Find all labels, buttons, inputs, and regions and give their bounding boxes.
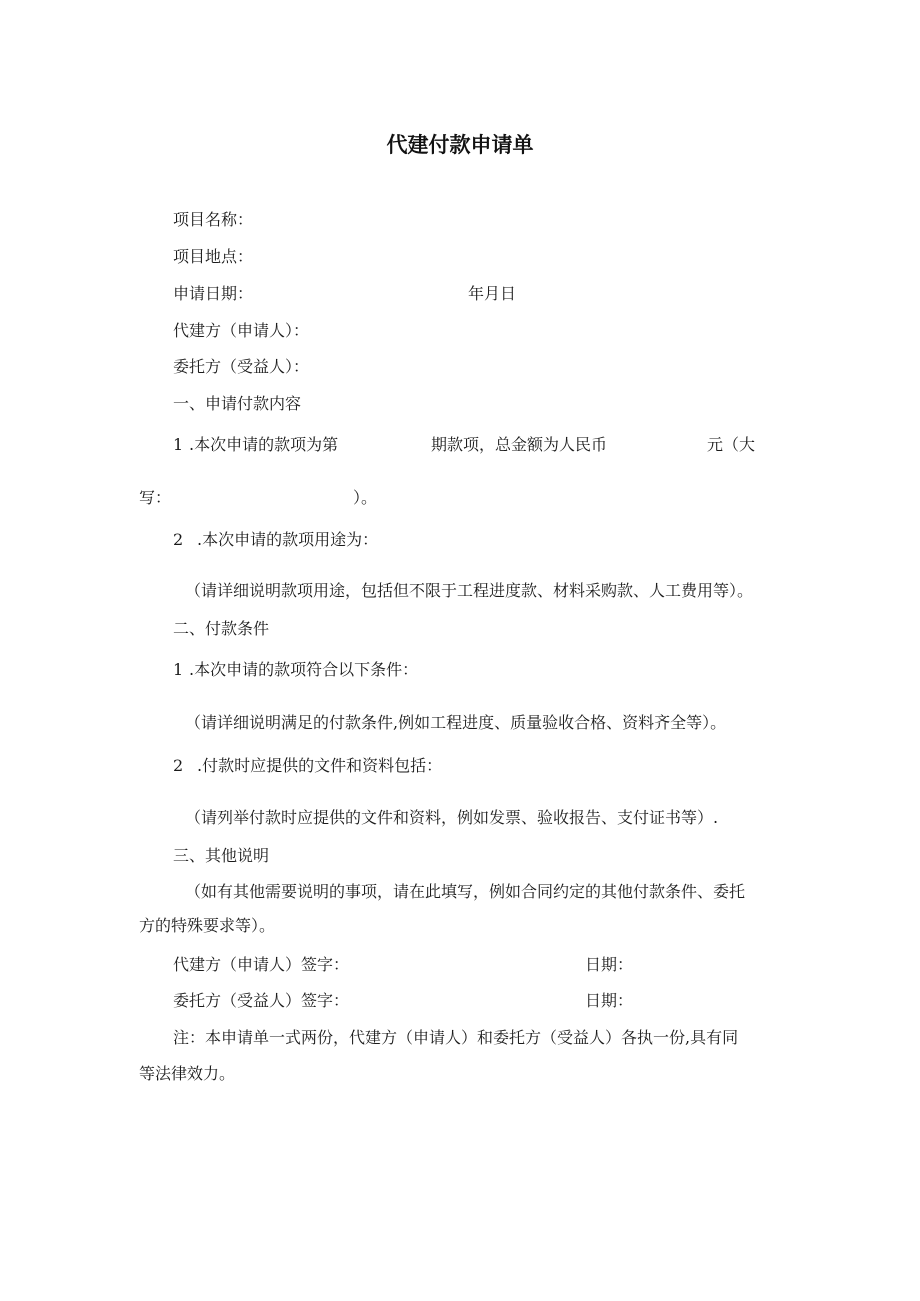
- page-title: 代建付款申请单: [386, 133, 534, 157]
- apply-date-suffix: 年月日: [468, 284, 517, 303]
- section-3-heading: 三、其他说明: [173, 846, 270, 865]
- section-1-item-1-text-end: 元（大: [707, 435, 756, 454]
- apply-date-label: 申请日期：: [173, 284, 254, 303]
- section-2-item-2-number: 2: [173, 756, 184, 775]
- section-1-item-2-text: .本次申请的款项用途为：: [197, 530, 379, 549]
- footnote-line-1: 注：本申请单一式两份，代建方（申请人）和委托方（受益人）各执一份,具有同: [173, 1028, 739, 1047]
- agent-signature-date-label: 日期：: [585, 955, 634, 974]
- section-1-item-2-number: 2: [173, 530, 184, 549]
- client-signature-date-label: 日期：: [585, 991, 634, 1010]
- section-3-note-line-1: （如有其他需要说明的事项，请在此填写，例如合同约定的其他付款条件、委托: [185, 882, 746, 901]
- client-label: 委托方（受益人）：: [173, 357, 310, 376]
- agent-signature-label: 代建方（申请人）签字：: [173, 955, 350, 974]
- section-3-note-line-2: 方的特殊要求等）。: [139, 916, 276, 935]
- section-1-item-1-number: 1: [173, 435, 184, 454]
- section-1-item-2-note: （请详细说明款项用途，包括但不限于工程进度款、材料采购款、人工费用等）。: [185, 581, 754, 600]
- agent-label: 代建方（申请人）：: [173, 321, 310, 340]
- project-name-label: 项目名称：: [173, 210, 254, 229]
- project-location-label: 项目地点：: [173, 247, 254, 266]
- section-2-item-1-note: （请详细说明满足的付款条件,例如工程进度、质量验收合格、资料齐全等）。: [185, 713, 727, 732]
- section-2-item-2-note: （请列举付款时应提供的文件和资料，例如发票、验收报告、支付证书等）.: [185, 808, 719, 827]
- section-2-item-1-text: .本次申请的款项符合以下条件：: [189, 660, 419, 679]
- section-2-item-2-text: .付款时应提供的文件和资料包括：: [197, 756, 443, 775]
- footnote-line-2: 等法律效力。: [139, 1064, 236, 1083]
- section-1-item-1-text: .本次申请的款项为第: [189, 435, 339, 454]
- section-1-item-1-continuation-label: 写：: [139, 488, 172, 507]
- section-2-heading: 二、付款条件: [173, 619, 270, 638]
- section-1-item-1-text-middle: 期款项，总金额为人民币: [431, 435, 608, 454]
- section-1-heading: 一、申请付款内容: [173, 394, 302, 413]
- section-1-item-1-continuation-end: ）。: [353, 488, 378, 507]
- section-2-item-1-number: 1: [173, 660, 184, 679]
- client-signature-label: 委托方（受益人）签字：: [173, 991, 350, 1010]
